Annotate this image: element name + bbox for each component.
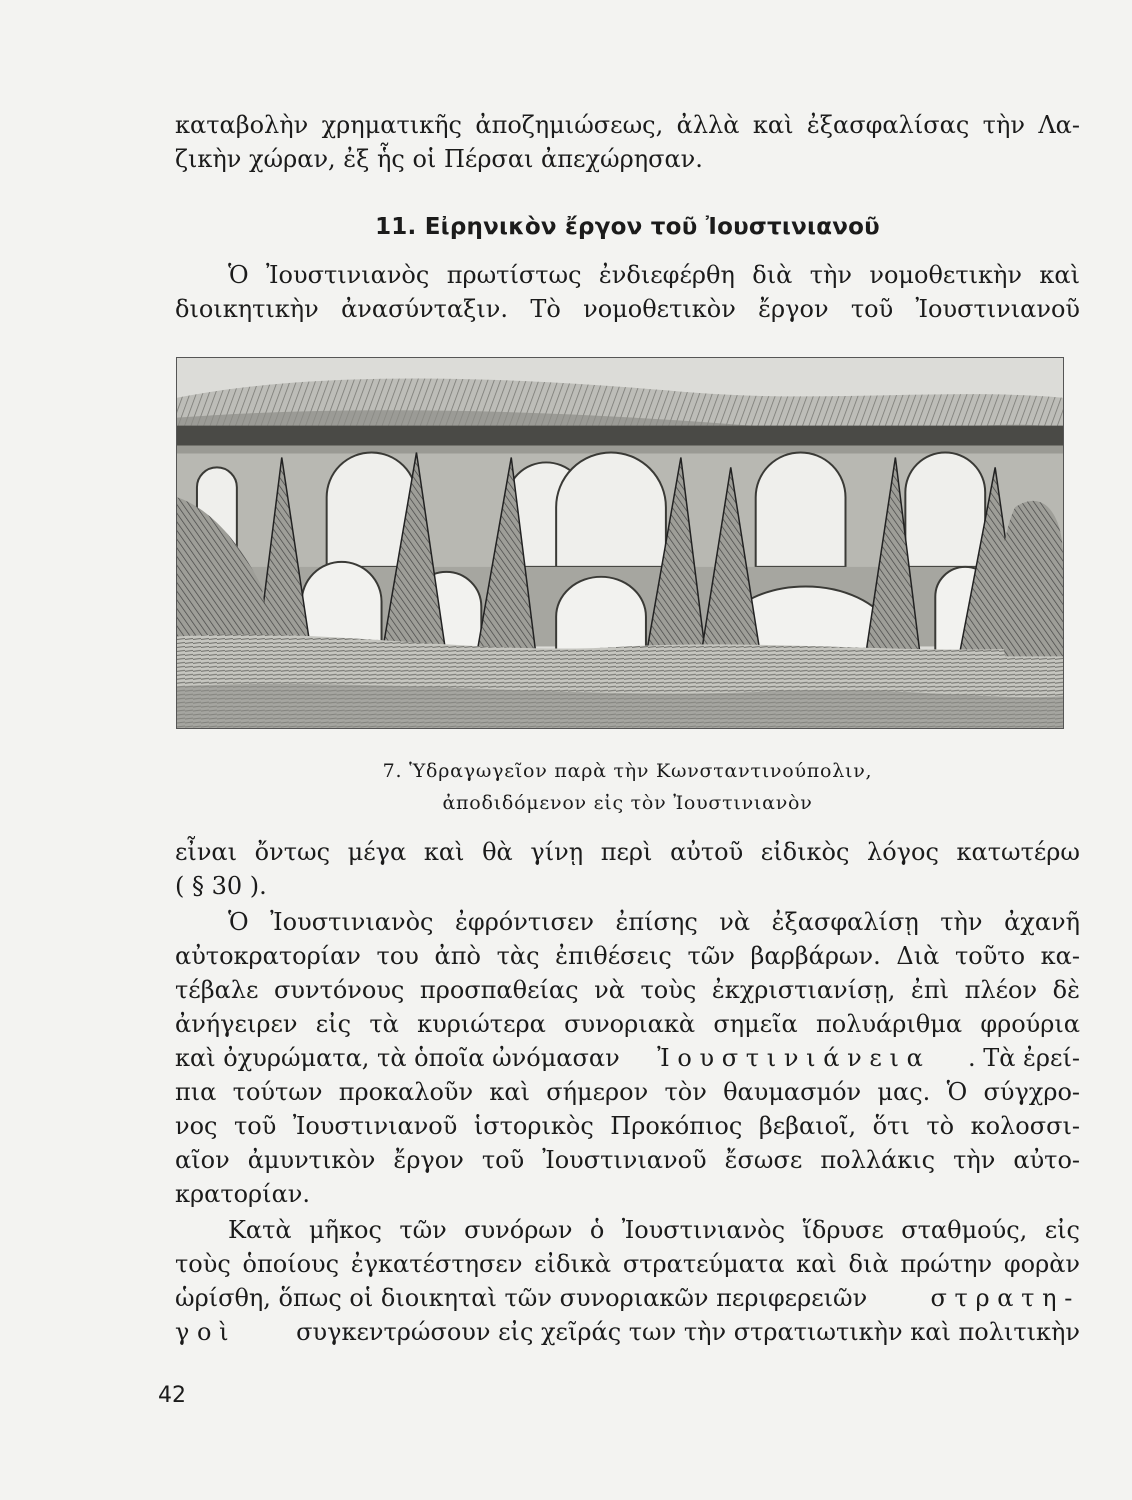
body-line [175,1281,1080,1315]
body-line: Ὁ Ἰουστινιανὸς ἐφρόντισεν ἐπίσης νὰ ἐξασφαλίσῃ τὴν ἀχανῆ [228,908,1080,936]
figure-caption-line: ἀποδιδόμενον εἰς τὸν Ἰουστινιανὸν [442,792,813,814]
body-line: Ὁ Ἰουστινιανὸς πρωτίστως ἐνδιεφέρθη διὰ τὴν νομοθετικὴν καὶ [228,261,1080,289]
body-line: νος τοῦ Ἰουστινιανοῦ ἱστορικὸς Προκόπιος βεβαιοῖ, ὅτι τὸ κολοσσι- [175,1112,1080,1140]
body-line: εἶναι ὄντως μέγα καὶ θὰ γίνῃ περὶ αὐτοῦ εἰδικὸς λόγος κατωτέρω [175,838,1080,866]
spaced-term: στρατη- [930,1284,1080,1312]
body-line: αῖον ἀμυντικὸν ἔργον τοῦ Ἰουστινιανοῦ ἔσωσε πολλάκις τὴν αὐτο- [175,1146,1080,1174]
aqueduct-drawing [177,358,1063,728]
body-line: καταβολὴν χρηματικῆς ἀποζημιώσεως, ἀλλὰ καὶ ἐξασφαλίσας τὴν Λα- [175,111,1080,139]
body-line: ἀνήγειρεν εἰς τὰ κυριώτερα συνοριακὰ σημεῖα πολυάριθμα φρούρια [175,1010,1080,1038]
body-line: τέβαλε συντόνους προσπαθείας νὰ τοὺς ἐκχριστιανίσῃ, ἐπὶ πλέον δὲ [175,976,1080,1004]
section-heading: 11. Εἰρηνικὸν ἔργον τοῦ Ἰουστινιανοῦ [375,214,880,240]
body-line: αὐτοκρατορίαν του ἀπὸ τὰς ἐπιθέσεις τῶν βαρβάρων. Διὰ τοῦτο κα- [175,942,1080,970]
body-line [175,1315,1080,1349]
body-line: πια τούτων προκαλοῦν καὶ σήμερον τὸν θαυμασμόν μας. Ὁ σύγχρο- [175,1078,1080,1106]
body-text: συγκεντρώσουν εἰς χεῖράς των τὴν στρατιωτικὴν καὶ πολιτικὴν [296,1318,1080,1346]
body-text: . Τὰ ἐρεί- [967,1044,1080,1072]
body-line: Κατὰ μῆκος τῶν συνόρων ὁ Ἰουστινιανὸς ἵδρυσε σταθμούς, εἰς [228,1216,1080,1244]
page-number: 42 [158,1383,186,1408]
aqueduct-illustration [176,357,1064,729]
body-text: καὶ ὀχυρώματα, τὰ ὁποῖα ὠνόμασαν [175,1044,620,1072]
body-text: ὡρίσθη, ὅπως οἱ διοικηταὶ τῶν συνοριακῶν περιφερειῶν [175,1284,868,1312]
spaced-term: Ἰουστινιάνεια [657,1044,931,1072]
body-line: τοὺς ὁποίους ἐγκατέστησεν εἰδικὰ στρατεύματα καὶ διὰ πρώτην φορὰν [175,1250,1080,1278]
spaced-term: γοὶ [175,1318,237,1346]
body-line: κρατορίαν. [175,1180,310,1208]
body-line: ( § 30 ). [175,872,267,900]
body-line: ζικὴν χώραν, ἐξ ἧς οἱ Πέρσαι ἀπεχώρησαν. [175,145,703,173]
body-line [175,1041,1080,1075]
body-line: διοικητικὴν ἀνασύνταξιν. Τὸ νομοθετικὸν ἔργον τοῦ Ἰουστινιανοῦ [175,295,1080,323]
figure-caption-line: 7. Ὑδραγωγεῖον παρὰ τὴν Κωνσταντινούπολιν, [382,760,873,782]
